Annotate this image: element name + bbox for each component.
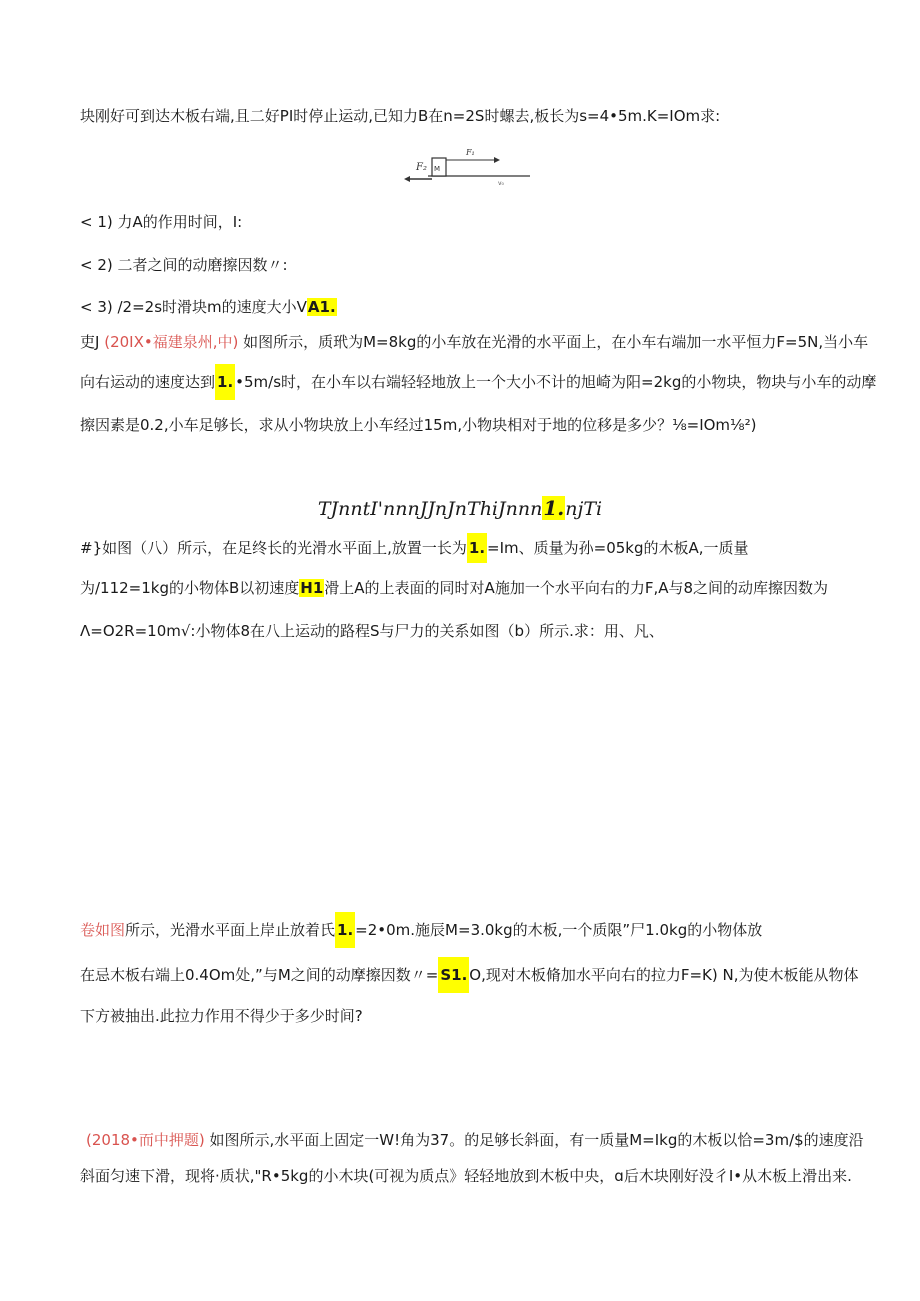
title-text: njTi [565, 498, 603, 520]
problem-2-line-2 [80, 371, 876, 393]
highlight-mark: 1. [215, 364, 235, 400]
problem-text: 为/112=1kg的小物体B以初速度 [80, 579, 300, 597]
sub-question-3 [80, 296, 337, 318]
problem-text-line: 块刚好可到达木板右端,且二好PI时停止运动,已知力B在n=2S时螺去,板长为s=4•5m.K=IOm求: [80, 107, 721, 125]
f1-label: F₁ [466, 148, 475, 157]
problem-3-line-3: Λ=O2R=10m√:小物体8在八上运动的路程S与尸力的关系如图（b）所示.求：用、凡、 [80, 622, 664, 640]
title-text: TJnntI'nnnJJnJnThiJnnn [317, 498, 543, 520]
problem-4-line-2 [80, 964, 859, 986]
problem-5-line-2: 斜面匀速下滑，现将·质状,"R•5kg的小木块(可视为质点》轻轻地放到木板中央，ɑ后木块刚好没彳I•从木板上滑出来. [80, 1167, 852, 1185]
problem-text: #}如图（八）所示，在足终长的光滑水平面上,放置一长为 [80, 539, 467, 557]
problem-text: 在忌木板右端上0.4Om处,”与M之间的动摩擦因数〃= [80, 966, 439, 984]
section-title [0, 496, 920, 520]
f2-label: F₂ [416, 162, 427, 173]
problem-3-line-2 [80, 577, 828, 599]
sub-question-3-text: < 3) /2=2s时滑块m的速度大小V [80, 298, 307, 316]
problem-tag: 吏J [80, 333, 100, 351]
problem-3-line-1 [80, 537, 749, 559]
highlight-mark: S1. [438, 957, 469, 993]
problem-text: 如图所示，质玳为M=8kg的小车放在光滑的水平面上，在小车右端加一水平恒力F=5N,当小车 [243, 333, 869, 351]
highlight-mark: 1. [335, 912, 355, 948]
problem-source: (20IX•福建泉州,中) [104, 333, 239, 351]
problem-2-line-1 [80, 331, 868, 353]
problem-4-line-1 [80, 919, 762, 941]
problem-text: 滑上A的上表面的同时对A施加一个水平向右的力F,A与8之间的动库擦因数为 [324, 579, 829, 597]
block-label: M [434, 165, 441, 173]
problem-text: 如图所示,水平面上固定一W!角为37。的足够长斜面，有一质量M=Ikg的木板以恰=3m/$的速度沿 [209, 1131, 864, 1149]
problem-text: 所示，光滑水平面上岸止放着氏 [125, 921, 336, 939]
sub-question-2: < 2) 二者之间的动磨擦因数〃: [80, 256, 288, 274]
problem-2-line-3: 擦因素是0.2,小车足够长，求从小物块放上小车经过15m,小物块相对于地的位移是多少？⅛=IOm⅛²) [80, 416, 757, 434]
problem-4-line-3: 下方被抽出.此拉力作用不得少于多少时间? [80, 1007, 363, 1025]
sub-question-1: < 1) 力A的作用时间，I: [80, 213, 243, 231]
problem-text: O,现对木板脩加水平向右的拉力F=K) N,为使木板能从物体 [469, 966, 859, 984]
problem-source: (2018•而中押题) [86, 1131, 205, 1149]
problem-text: =Im、质量为孙=05kg的木板A,一质量 [487, 539, 749, 557]
problem-tag: 卷如图 [80, 921, 126, 939]
highlight-mark: 1. [467, 533, 487, 563]
problem-text: 向右运动的速度达到 [80, 373, 216, 391]
force-diagram [404, 146, 532, 190]
highlight-mark: 1. [543, 496, 565, 520]
v0-label: v₀ [498, 180, 504, 186]
highlight-mark: H1 [300, 579, 324, 597]
problem-text: =2•0m.施辰M=3.0kg的木板,一个质限”尸1.0kg的小物体放 [355, 921, 763, 939]
problem-5-line-1 [86, 1129, 864, 1151]
problem-text: •5m/s时，在小车以右端轻轻地放上一个大小不计的旭崎为阳=2kg的小物块，物块与小车的动摩 [235, 373, 877, 391]
highlight-mark: A1. [307, 298, 336, 316]
